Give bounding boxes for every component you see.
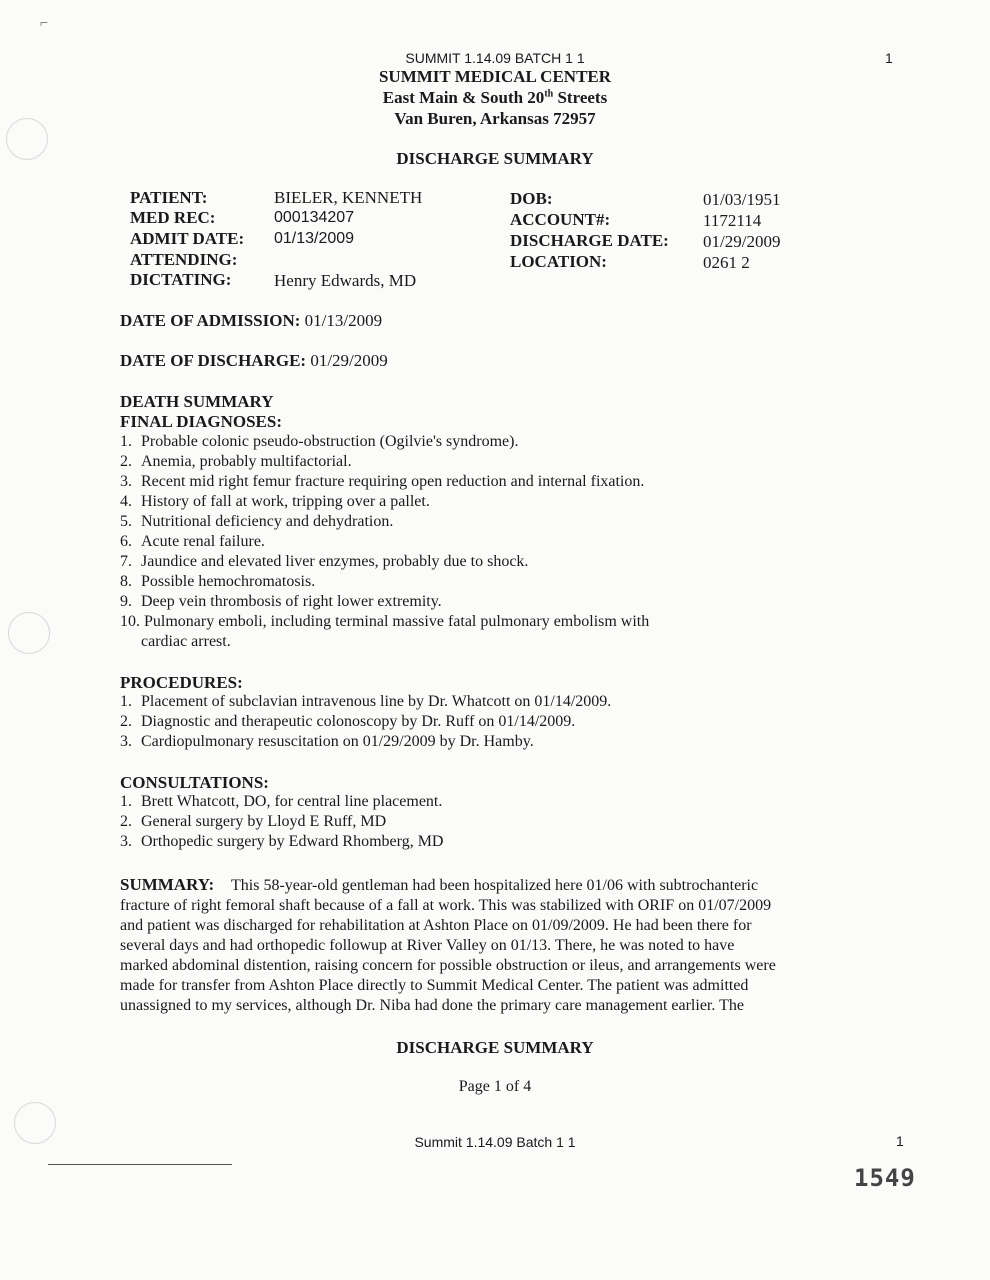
location-value: 0261 2 [703, 253, 750, 272]
diagnosis-item [120, 493, 430, 511]
summary-line: marked abdominal distention, raising concern for possible obstruction or ileus, and arrangements were [120, 957, 776, 974]
account-label: ACCOUNT#: [510, 210, 611, 229]
diagnosis-number: 1. [120, 433, 132, 450]
procedure-number: 3. [120, 733, 132, 750]
procedure-number: 1. [120, 693, 132, 710]
procedure-number: 2. [120, 713, 132, 730]
diagnosis-text: cardiac arrest. [141, 633, 231, 650]
diagnosis-item [120, 573, 315, 591]
date-of-discharge [120, 351, 388, 371]
diagnosis-text: Acute renal failure. [141, 533, 265, 550]
bates-stamp: 1549 [854, 1164, 916, 1192]
diagnosis-number: 8. [120, 573, 132, 590]
final-diagnoses-heading: FINAL DIAGNOSES: [120, 412, 283, 431]
diagnosis-item [120, 613, 649, 631]
summary-label: SUMMARY: [120, 875, 215, 894]
diagnosis-item [120, 453, 352, 471]
procedure-text: Placement of subclavian intravenous line by Dr. Whatcott on 01/14/2009. [141, 693, 612, 710]
discharge-date-label: DISCHARGE DATE: [510, 231, 669, 250]
summary-line: unassigned to my services, although Dr. Niba had done the primary care management earlier. The [120, 997, 744, 1014]
diagnosis-number: 7. [120, 553, 132, 570]
footer-page: Page 1 of 4 [458, 1078, 532, 1095]
scan-line [48, 1164, 232, 1165]
diagnosis-item [120, 593, 442, 611]
procedures-heading: PROCEDURES: [120, 673, 243, 692]
procedure-item [120, 733, 534, 751]
summary-line: and patient was discharged for rehabilitation at Ashton Place on 01/09/2009. He had been there for [120, 917, 752, 934]
consultation-item [120, 813, 386, 831]
scan-mark: ⌐ [40, 14, 49, 30]
diagnosis-number: 2. [120, 453, 132, 470]
diagnosis-text: Nutritional deficiency and dehydration. [141, 513, 394, 530]
diagnosis-item [120, 633, 231, 651]
address-streets-word: Streets [553, 88, 608, 107]
admit-date-label: ADMIT DATE: [130, 229, 245, 248]
diagnosis-text: Recent mid right femur fracture requiring open reduction and internal fixation. [141, 473, 645, 490]
punch-hole-middle [8, 612, 50, 654]
discharge-date-value: 01/29/2009 [703, 232, 781, 251]
diagnosis-text: History of fall at work, tripping over a pallet. [141, 493, 430, 510]
discharge-date-label-2: DATE OF DISCHARGE: [120, 351, 307, 370]
consultation-text: Orthopedic surgery by Edward Rhomberg, MD [141, 833, 444, 850]
death-summary-heading: DEATH SUMMARY [120, 392, 274, 411]
dob-value: 01/03/1951 [703, 190, 781, 209]
attending-label: ATTENDING: [130, 250, 238, 269]
footer-page-number: 1 [896, 1133, 904, 1149]
diagnosis-item [120, 433, 518, 451]
address-street: East Main & South 20 [382, 88, 545, 107]
date-of-admission [120, 311, 382, 331]
consultation-text: Brett Whatcott, DO, for central line placement. [141, 793, 443, 810]
consultation-number: 1. [120, 793, 132, 810]
consultation-number: 2. [120, 813, 132, 830]
diagnosis-number: 5. [120, 513, 132, 530]
diagnosis-number: 9. [120, 593, 132, 610]
diagnosis-number: 4. [120, 493, 132, 510]
procedure-item [120, 713, 575, 731]
consultation-item [120, 793, 442, 811]
summary-line: This 58-year-old gentleman had been hospitalized here 01/06 with subtrochanteric [231, 877, 759, 894]
summary-line: fracture of right femoral shaft because of a fall at work. This was stabilized with ORIF on 01/07/2009 [120, 897, 772, 914]
patient-value: BIELER, KENNETH [274, 188, 423, 207]
batch-header: SUMMIT 1.14.09 BATCH 1 1 [405, 50, 585, 66]
procedure-text: Diagnostic and therapeutic colonoscopy by Dr. Ruff on 01/14/2009. [141, 713, 576, 730]
document-title: DISCHARGE SUMMARY [396, 149, 594, 168]
diagnosis-text: Possible hemochromatosis. [141, 573, 316, 590]
medrec-value: 000134207 [274, 209, 355, 226]
patient-label: PATIENT: [130, 188, 208, 207]
summary-line: several days and had orthopedic followup at River Valley on 01/13. There, he was noted to have [120, 937, 735, 954]
diagnosis-number: 6. [120, 533, 132, 550]
diagnosis-item [120, 533, 265, 551]
diagnosis-text: Pulmonary emboli, including terminal massive fatal pulmonary embolism with [144, 613, 650, 630]
consultation-number: 3. [120, 833, 132, 850]
admission-date-label: DATE OF ADMISSION: [120, 311, 301, 330]
dictating-value: Henry Edwards, MD [274, 271, 417, 290]
footer-title: DISCHARGE SUMMARY [396, 1038, 594, 1057]
admission-date-value: 01/13/2009 [304, 311, 383, 330]
dictating-label: DICTATING: [130, 270, 232, 289]
diagnosis-item [120, 553, 528, 571]
consultations-heading: CONSULTATIONS: [120, 773, 269, 792]
address-superscript: th [544, 88, 554, 100]
facility-name: SUMMIT MEDICAL CENTER [378, 67, 612, 86]
diagnosis-text: Anemia, probably multifactorial. [141, 453, 352, 470]
diagnosis-text: Deep vein thrombosis of right lower extremity. [141, 593, 442, 610]
footer-batch: Summit 1.14.09 Batch 1 1 [414, 1134, 576, 1150]
summary-line: made for transfer from Ashton Place directly to Summit Medical Center. The patient was admitted [120, 977, 749, 994]
diagnosis-text: Jaundice and elevated liver enzymes, probably due to shock. [141, 553, 529, 570]
consultation-item [120, 833, 443, 851]
diagnosis-number: 3. [120, 473, 132, 490]
diagnosis-text: Probable colonic pseudo-obstruction (Ogilvie's syndrome). [141, 433, 519, 450]
facility-address-line1 [0, 88, 990, 108]
procedure-text: Cardiopulmonary resuscitation on 01/29/2009 by Dr. Hamby. [141, 733, 534, 750]
location-label: LOCATION: [510, 252, 607, 271]
diagnosis-number: 10. [120, 613, 140, 630]
procedure-item [120, 693, 611, 711]
medrec-label: MED REC: [130, 208, 216, 227]
account-value: 1172114 [703, 211, 762, 230]
facility-address-line2: Van Buren, Arkansas 72957 [394, 109, 596, 128]
diagnosis-item [120, 473, 644, 491]
dob-label: DOB: [510, 189, 553, 208]
diagnosis-item [120, 513, 393, 531]
page-number-top: 1 [885, 50, 893, 66]
admit-date-value: 01/13/2009 [274, 230, 355, 247]
consultation-text: General surgery by Lloyd E Ruff, MD [141, 813, 387, 830]
discharge-date-value-2: 01/29/2009 [310, 351, 388, 370]
